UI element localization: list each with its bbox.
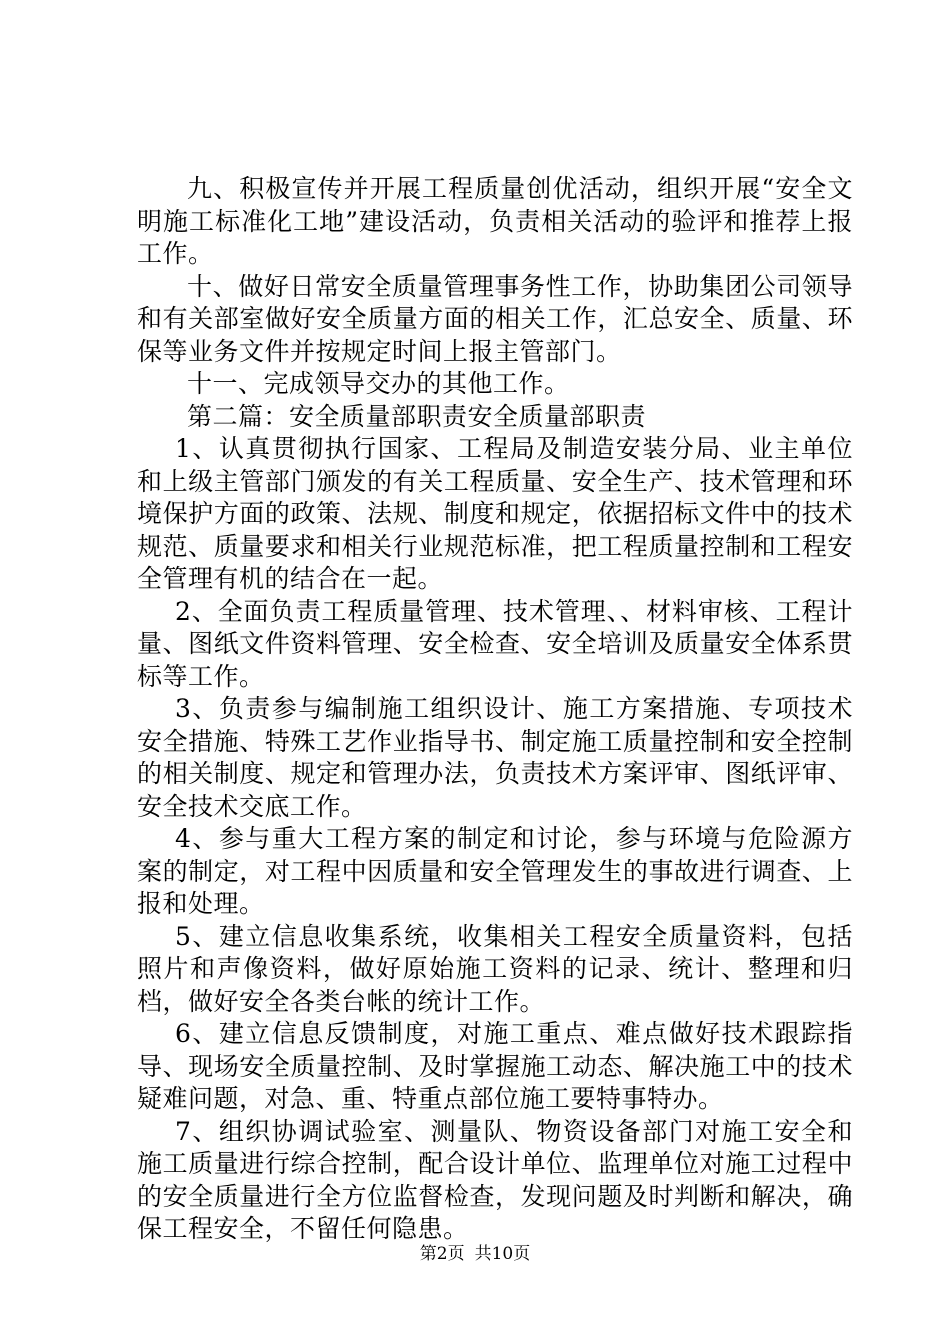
duty-item-4: 4、参与重大工程方案的制定和讨论，参与环境与危险源方案的制定，对工程中因质量和安全管理发生的事故进行调查、上报和处理。 [137,824,853,918]
page-footer [0,1243,950,1265]
duty-item-5: 5、建立信息收集系统，收集相关工程安全质量资料，包括照片和声像资料，做好原始施工资料的记录、统计、整理和归档，做好安全各类台帐的统计工作。 [137,921,853,1016]
paragraph-10: 十、做好日常安全质量管理事务性工作，协助集团公司领导和有关部室做好安全质量方面的相关工作，汇总安全、质量、环保等业务文件并按规定时间上报主管部门。 [137,271,853,366]
duty-item-3: 3、负责参与编制施工组织设计、施工方案措施、专项技术安全措施、特殊工艺作业指导书、制定施工质量控制和安全控制的相关制度、规定和管理办法，负责技术方案评审、图纸评审、安全技术交底工作。 [137,694,853,821]
duty-item-7: 7、组织协调试验室、测量队、物资设备部门对施工安全和施工质量进行综合控制，配合设计单位、监理单位对施工过程中的安全质量进行全方位监督检查，发现问题及时判断和解决，确保工程安全，不留任何隐患。 [137,1116,853,1243]
section-heading: 第二篇：安全质量部职责安全质量部职责 [187,401,647,431]
duty-item-2: 2、全面负责工程质量管理、技术管理、、材料审核、工程计量、图纸文件资料管理、安全检查、安全培训及质量安全体系贯标等工作。 [137,596,853,691]
duty-item-6: 6、建立信息反馈制度，对施工重点、难点做好技术跟踪指导、现场安全质量控制、及时掌握施工动态、解决施工中的技术疑难问题，对急、重、特重点部位施工要特事特办。 [137,1019,853,1113]
page-total: 共10页 [474,1244,531,1264]
document-body [137,173,853,1246]
paragraph-11: 十一、完成领导交办的其他工作。 [187,369,570,398]
duty-item-1: 1、认真贯彻执行国家、工程局及制造安装分局、业主单位和上级主管部门颁发的有关工程质量、安全生产、技术管理和环境保护方面的政策、法规、制度和规定，依据招标文件中的技术规范、质量要求和相关行业规范标准，把工程质量控制和工程安全管理有机的结合在一起。 [137,434,853,593]
page-number: 第2页 [419,1244,465,1264]
paragraph-9: 九、积极宣传并开展工程质量创优活动，组织开展“安全文明施工标准化工地”建设活动，负责相关活动的验评和推荐上报工作。 [137,174,853,268]
